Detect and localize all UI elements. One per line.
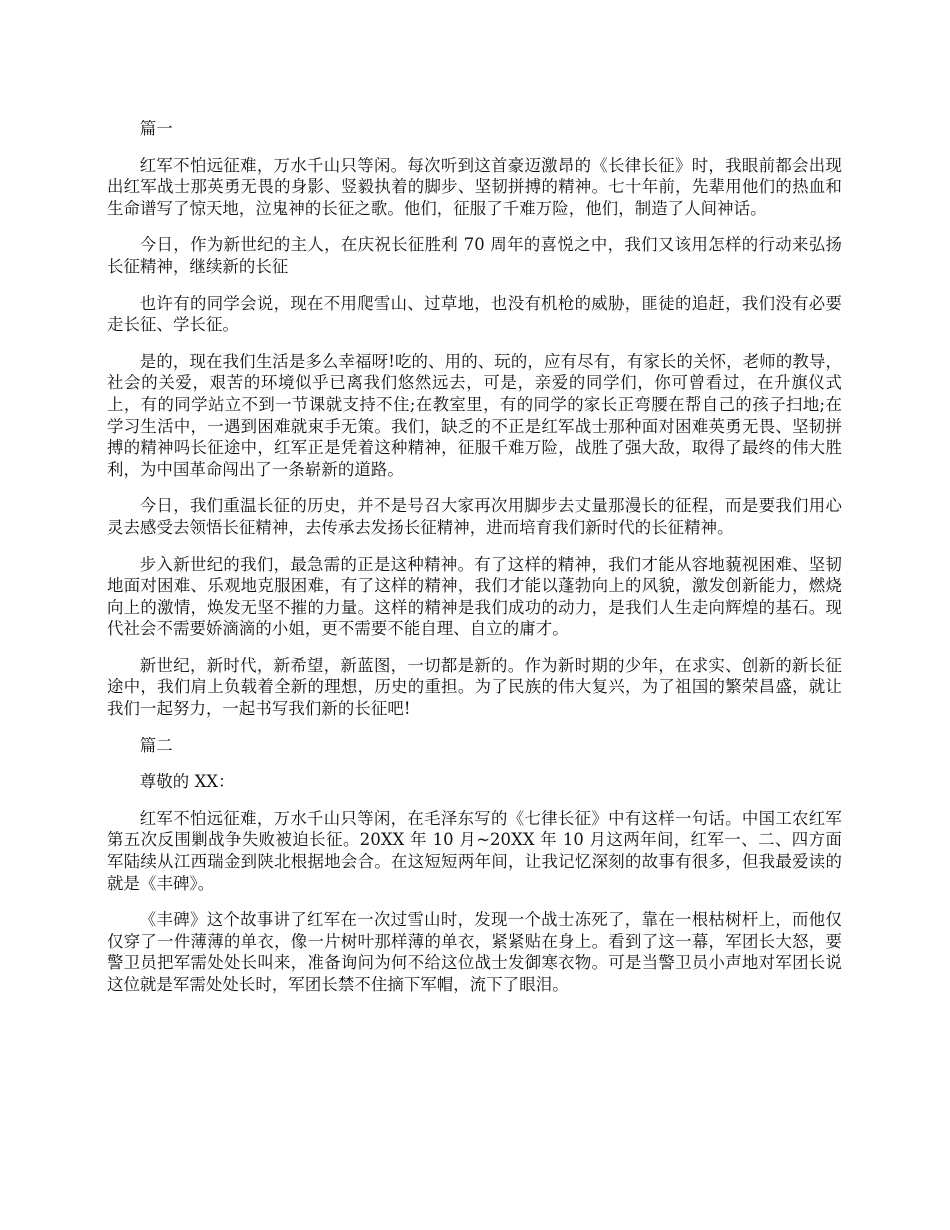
paragraph: 红军不怕远征难，万水千山只等闲，在毛泽东写的《七律长征》中有这样一句话。中国工农红军第五次反围剿战争失败被迫长征。20XX 年 10 月~20XX 年 10 月这两年间，红军一、二、四方面军陆续从江西瑞金到陕北根据地会合。在这短短两年间，让我记忆深刻的故事有很多，但我最爱读的就是《丰碑》。 xyxy=(107,808,842,893)
document-body xyxy=(107,118,842,1011)
paragraph: 新世纪，新时代，新希望，新蓝图，一切都是新的。作为新时期的少年，在求实、创新的新长征途中，我们肩上负载着全新的理想，历史的重担。为了民族的伟大复兴，为了祖国的繁荣昌盛，就让我们一起努力，一起书写我们新的长征吧! xyxy=(107,655,842,719)
section-heading-1: 篇一 xyxy=(139,119,173,138)
paragraph: 今日，我们重温长征的历史，并不是号召大家再次用脚步去丈量那漫长的征程，而是要我们用心灵去感受去领悟长征精神，去传承去发扬长征精神，进而培育我们新时代的长征精神。 xyxy=(107,496,842,537)
paragraph: 红军不怕远征难，万水千山只等闲。每次听到这首豪迈激昂的《长律长征》时，我眼前都会出现出红军战士那英勇无畏的身影、竖毅执着的脚步、坚韧拼搏的精神。七十年前，先辈用他们的热血和生命谱写了惊天地，泣鬼神的长征之歌。他们，征服了千难万险，他们，制造了人间神话。 xyxy=(107,155,842,218)
paragraph: 也许有的同学会说，现在不用爬雪山、过草地，也没有机枪的威胁，匪徒的追赶，我们没有必要走长征、学长征。 xyxy=(107,293,842,335)
salutation: 尊敬的 XX： xyxy=(139,772,235,792)
paragraph: 步入新世纪的我们，最急需的正是这种精神。有了这样的精神，我们才能从容地藐视困难、坚韧地面对困难、乐观地克服困难，有了这样的精神，我们才能以蓬勃向上的风貌，激发创新能力，燃烧向上的激情，焕发无坚不摧的力量。这样的精神是我们成功的动力，是我们人生走向辉煌的基石。现代社会不需要娇滴滴的小姐，更不需要不能自理、自立的庸才。 xyxy=(107,554,842,639)
section-heading-2: 篇二 xyxy=(139,735,173,755)
paragraph: 是的，现在我们生活是多么幸福呀!吃的、用的、玩的，应有尽有，有家长的关怀，老师的教导，社会的关爱，艰苦的环境似乎已离我们悠然远去，可是，亲爱的同学们，你可曾看过，在升旗仪式上，有的同学站立不到一节课就支持不住;在教室里，有的同学的家长正弯腰在帮自己的孩子扫地;在学习生活中，一遇到困难就束手无策。我们，缺乏的不正是红军战士那种面对困难英勇无畏、坚韧拼搏的精神吗长征途中，红军正是凭着这种精神，征服千难万险，战胜了强大敌，取得了最终的伟大胜利，为中国革命闯出了一条崭新的道路。 xyxy=(107,351,842,479)
paragraph: 今日，作为新世纪的主人，在庆祝长征胜利 70 周年的喜悦之中，我们又该用怎样的行动来弘扬长征精神，继续新的长征 xyxy=(107,235,842,276)
paragraph: 《丰碑》这个故事讲了红军在一次过雪山时，发现一个战士冻死了，靠在一根枯树杆上，而他仅仅穿了一件薄薄的单衣，像一片树叶那样薄的单衣，紧紧贴在身上。看到了这一幕，军团长大怒，要警卫员把军需处处长叫来，准备询问为何不给这位战士发御寒衣物。可是当警卫员小声地对军团长说这位就是军需处处长时，军团长禁不住摘下军帽，流下了眼泪。 xyxy=(107,910,842,994)
